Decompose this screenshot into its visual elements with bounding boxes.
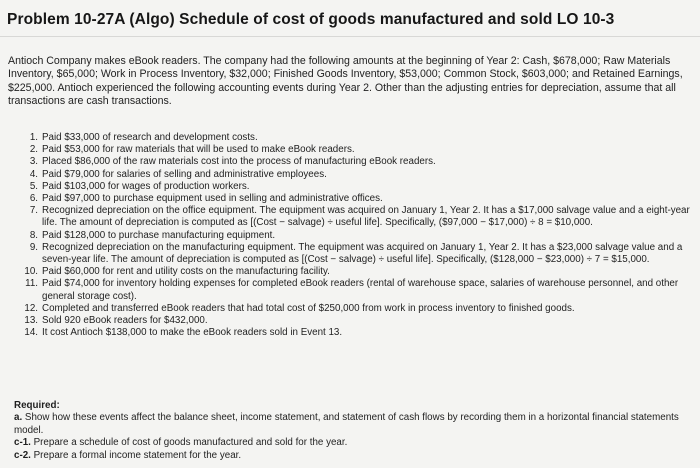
event-text: Completed and transferred eBook readers that had total cost of $250,000 from work in process inventory to finished goods. <box>42 302 575 314</box>
event-number: 6. <box>29 193 38 205</box>
event-text: Sold 920 eBook readers for $432,000. <box>42 315 208 327</box>
required-item-text: Prepare a schedule of cost of goods manufactured and sold for the year. <box>33 437 348 449</box>
event-item <box>22 193 692 205</box>
problem-title: Problem 10-27A (Algo) Schedule of cost of goods manufactured and sold LO 10-3 <box>7 11 615 28</box>
event-number: 1. <box>29 132 38 143</box>
event-number: 13. <box>24 315 38 327</box>
event-item <box>22 327 692 339</box>
required-item <box>14 412 686 437</box>
event-number: 12. <box>24 302 38 314</box>
event-text: Paid $79,000 for salaries of selling and administrative employees. <box>42 168 327 180</box>
event-number: 11. <box>25 278 38 290</box>
event-number: 3. <box>29 156 38 168</box>
event-number: 7. <box>29 205 38 217</box>
event-item <box>22 169 692 181</box>
event-text: It cost Antioch $138,000 to make the eBook readers sold in Event 13. <box>42 327 343 339</box>
event-text: Recognized depreciation on the manufacturing equipment. The equipment was acquired on January 1, Year 2. It has a $23,000 salvage value and a seven-year life. The amount of depreciation is computed as [(Cost − salvage) ÷ useful life]. Specifically, ($128,000 − $23,000) ÷ 7 = $15,000. <box>42 241 683 266</box>
event-text: Recognized depreciation on the office equipment. The equipment was acquired on January 1, Year 2. It has a $17,000 salvage value and a eight-year life. The amount of depreciation is computed as [(Cost − salvage) ÷ useful life]. Specifically, ($97,000 − $17,000) ÷ 8 = $10,000. <box>42 205 690 229</box>
event-item <box>22 156 692 168</box>
event-item <box>22 230 692 242</box>
event-list <box>22 132 692 339</box>
event-item <box>22 242 692 266</box>
required-item-label: c-2. <box>14 449 31 461</box>
event-text: Paid $103,000 for wages of production workers. <box>42 180 250 192</box>
event-item <box>22 144 692 156</box>
event-text: Paid $128,000 to purchase manufacturing equipment. <box>42 229 276 241</box>
event-text: Paid $53,000 for raw materials that will be used to make eBook readers. <box>42 144 355 156</box>
title-divider <box>0 36 700 37</box>
required-item-label: a. <box>14 412 23 424</box>
event-item <box>22 181 692 193</box>
event-number: 10. <box>24 266 38 278</box>
event-number: 9. <box>29 241 38 253</box>
event-number: 4. <box>29 168 38 180</box>
required-item-text: Show how these events affect the balance sheet, income statement, and statement of cash flows by recording them in a horizontal financial statements model. <box>14 412 679 436</box>
event-item <box>22 278 692 302</box>
event-item <box>22 132 692 144</box>
event-item <box>22 315 692 327</box>
event-text: Paid $60,000 for rent and utility costs on the manufacturing facility. <box>42 266 330 278</box>
event-text: Paid $33,000 of research and development costs. <box>42 132 258 143</box>
event-text: Paid $74,000 for inventory holding expenses for completed eBook readers (rental of warehouse space, salaries of warehouse personnel, and other general storage cost). <box>42 278 679 302</box>
event-number: 5. <box>29 180 38 192</box>
event-item <box>22 205 692 229</box>
required-item <box>14 450 686 462</box>
required-item <box>14 437 686 449</box>
event-number: 14. <box>24 327 38 339</box>
event-number: 8. <box>29 229 38 241</box>
event-item <box>22 266 692 278</box>
problem-intro: Antioch Company makes eBook readers. The company had the following amounts at the beginning of Year 2: Cash, $678,000; Raw Materials Inventory, $65,000; Work in Process Inventory, $32,000; Finished Goods Inventory, $53,000; Common Stock, $603,000; and Retained Earnings, $225,000. Antioch experienced the following accounting events during Year 2. Other than the adjusting entries for depreciation, assume that all transactions are cash transactions. <box>8 55 683 107</box>
event-text: Paid $97,000 to purchase equipment used in selling and administrative offices. <box>42 193 383 205</box>
event-number: 2. <box>29 144 38 156</box>
required-heading: Required: <box>14 400 60 411</box>
required-item-text: Prepare a formal income statement for the year. <box>33 449 242 461</box>
required-item-label: c-1. <box>14 437 31 449</box>
event-text: Placed $86,000 of the raw materials cost into the process of manufacturing eBook readers. <box>42 156 436 168</box>
event-item <box>22 303 692 315</box>
required-section <box>14 400 686 462</box>
